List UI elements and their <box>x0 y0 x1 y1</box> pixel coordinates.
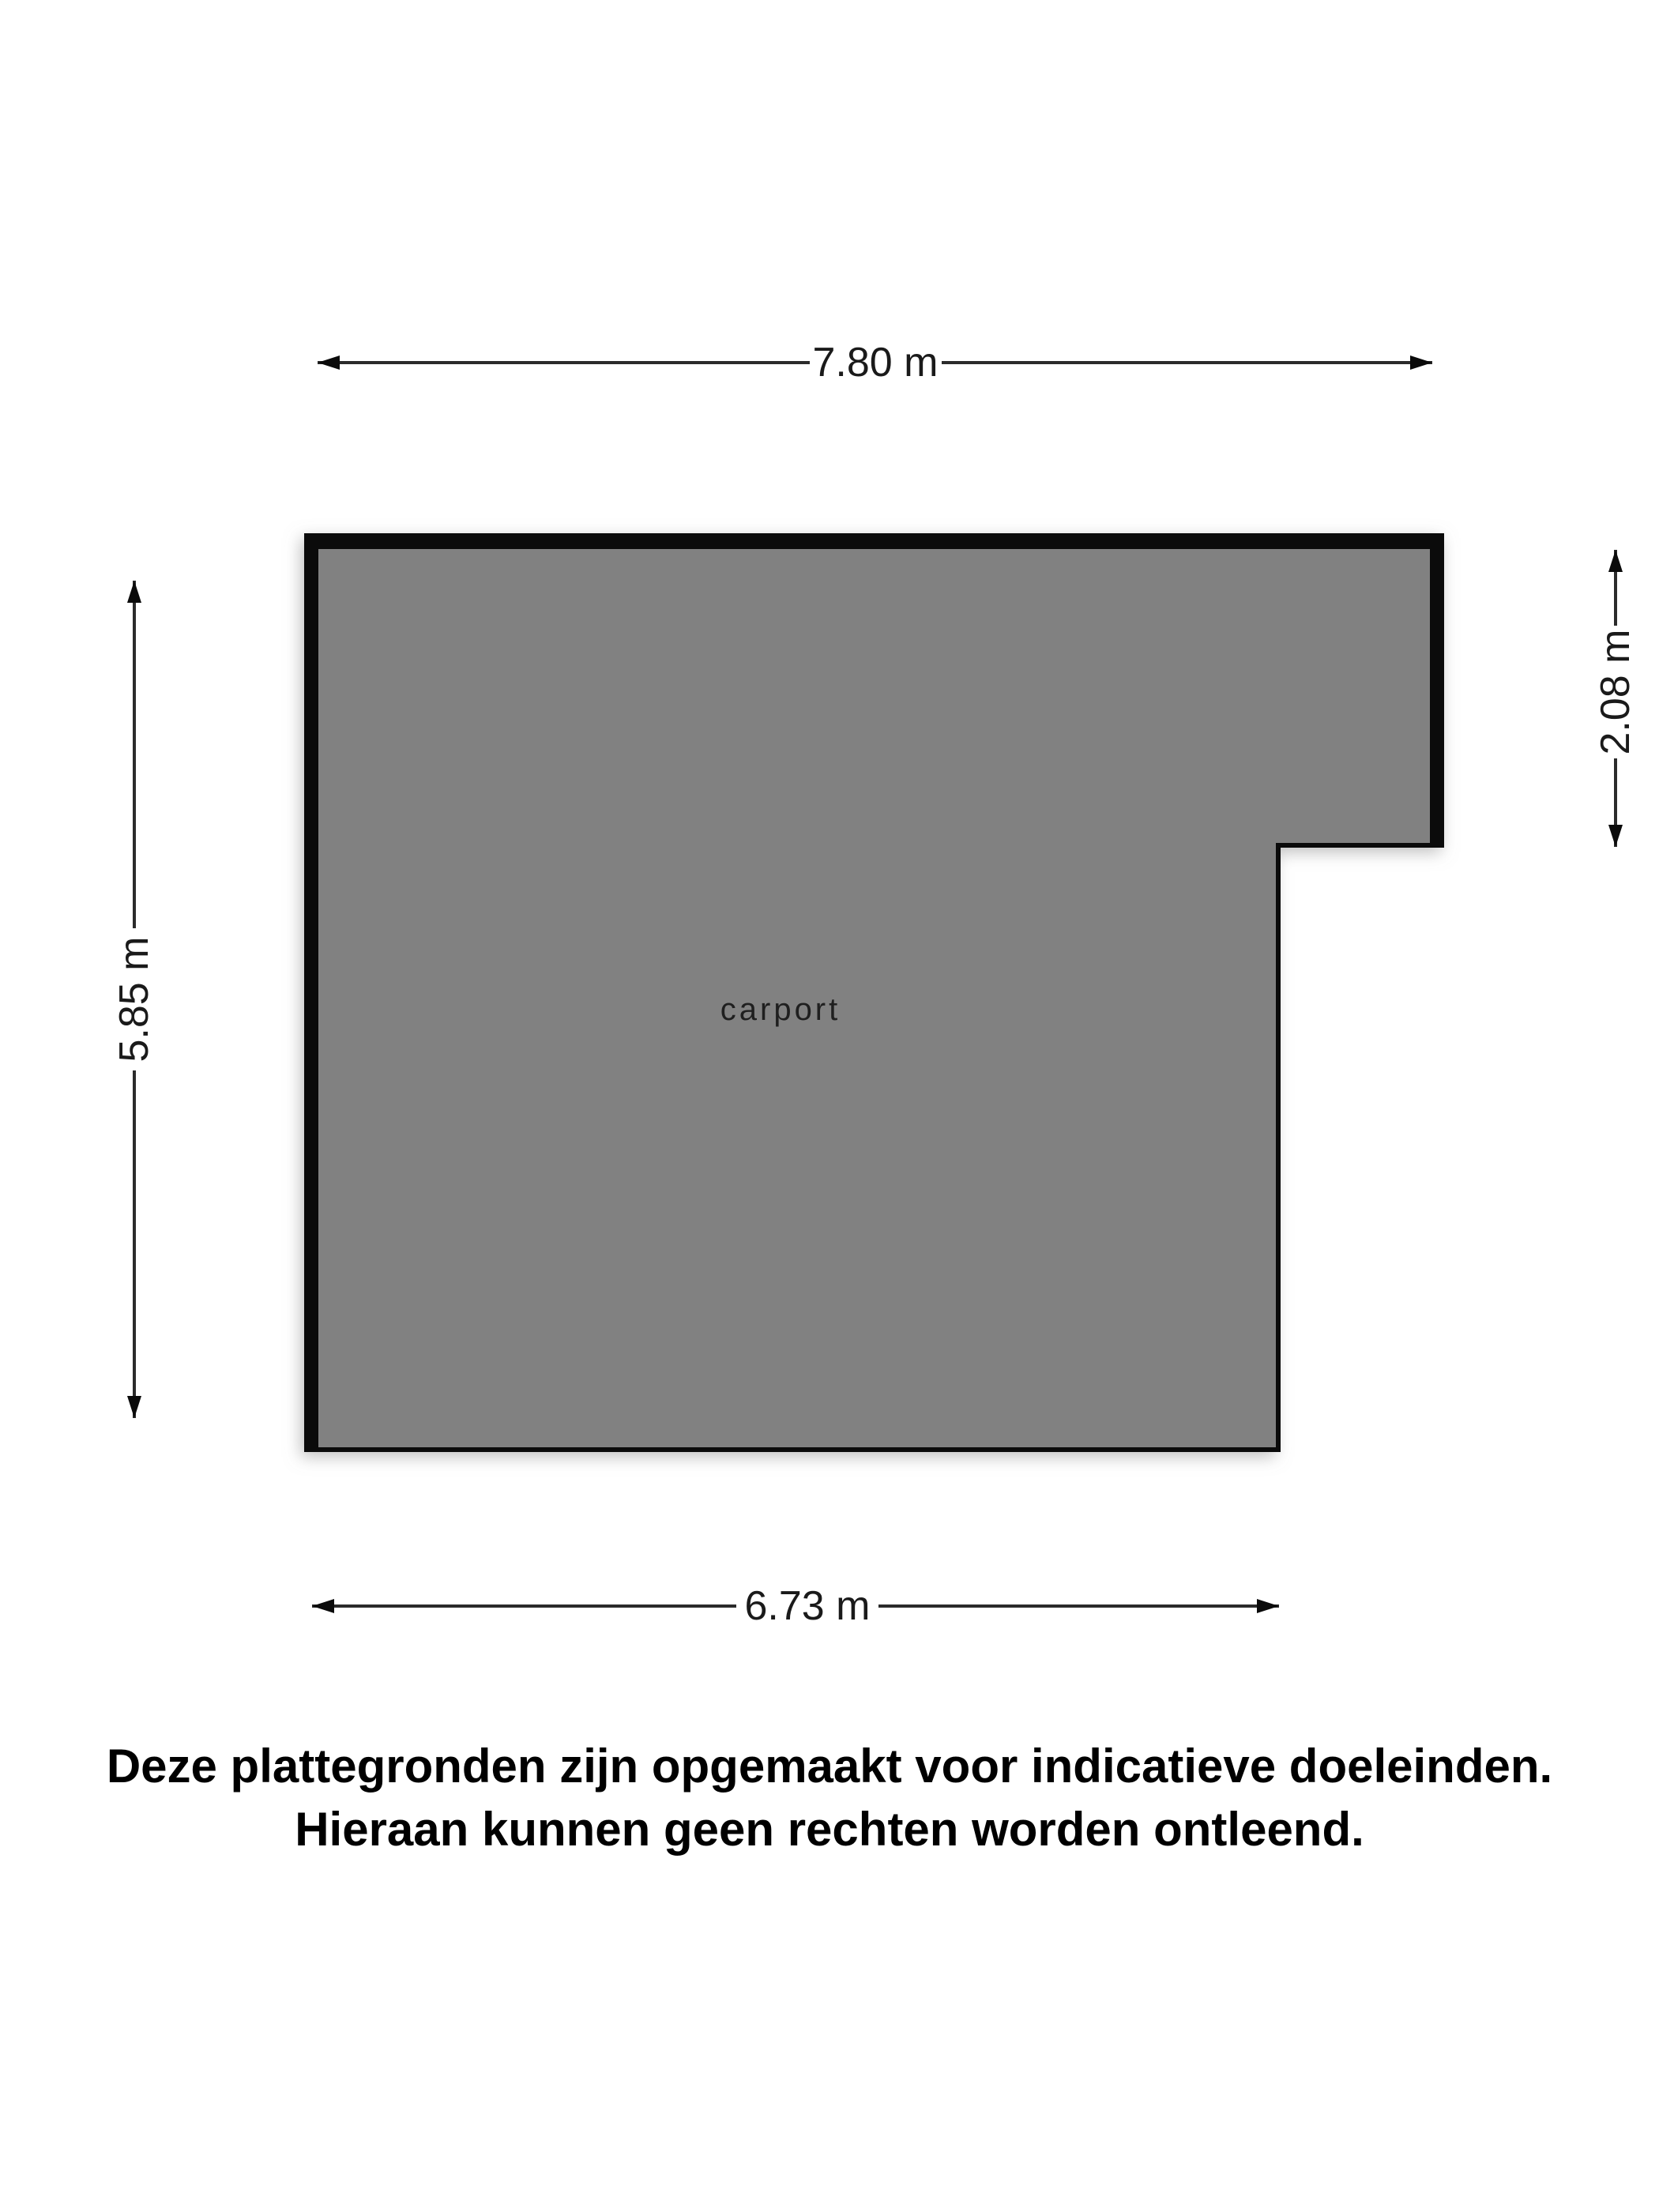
dimension-right-label: 2.08 m <box>1593 629 1638 755</box>
dimension-bottom-label: 6.73 m <box>744 1583 871 1629</box>
wall-right-upper <box>1430 533 1444 848</box>
room-label: carport <box>720 992 841 1027</box>
dimension-left-arrowhead-top <box>127 581 141 603</box>
wall-left <box>304 533 318 1452</box>
edge-step-horizontal <box>1276 843 1444 848</box>
dimension-left <box>111 581 157 1418</box>
dimension-bottom-arrowhead-left <box>312 1599 334 1613</box>
edge-step-vertical <box>1276 843 1281 1452</box>
wall-top <box>304 533 1444 549</box>
disclaimer-line-1: Deze plattegronden zijn opgemaakt voor indicatieve doeleinden. <box>106 1740 1553 1793</box>
carport-room <box>304 533 1444 1452</box>
dimension-top-arrowhead-left <box>318 356 340 370</box>
disclaimer <box>0 1735 1659 1861</box>
dimension-left-arrowhead-bottom <box>127 1396 141 1418</box>
dimension-right-arrowhead-bottom <box>1608 825 1623 847</box>
carport-room-shape <box>304 533 1444 1452</box>
edge-bottom <box>304 1447 1281 1452</box>
dimension-left-label: 5.85 m <box>111 936 157 1063</box>
dimension-bottom-arrowhead-right <box>1257 1599 1279 1613</box>
dimension-top-label: 7.80 m <box>812 340 939 386</box>
dimension-top-arrowhead-right <box>1410 356 1432 370</box>
disclaimer-line-2: Hieraan kunnen geen rechten worden ontleend. <box>295 1803 1364 1856</box>
dimension-top <box>318 340 1432 386</box>
dimension-right-arrowhead-top <box>1608 550 1623 572</box>
dimension-right <box>1593 550 1638 847</box>
dimension-bottom <box>312 1583 1279 1629</box>
